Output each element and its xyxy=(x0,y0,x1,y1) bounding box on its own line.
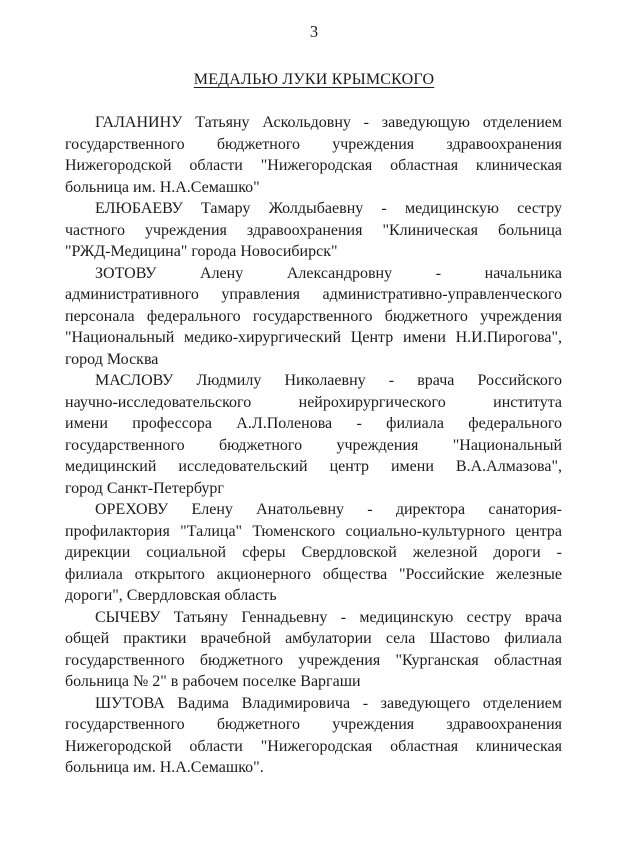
section-heading-text: МЕДАЛЬЮ ЛУКИ КРЫМСКОГО xyxy=(193,71,435,88)
award-paragraph xyxy=(65,499,562,607)
text-line: дирекции социальной сферы Свердловской железной дороги - xyxy=(65,544,562,561)
text-line: медицинский исследовательский центр имени В.А.Алмазова", xyxy=(65,458,562,475)
text-line: персонала федерального государственного бюджетного учреждения xyxy=(65,307,562,325)
text-line: государственного бюджетного учреждения "Курганская областная xyxy=(65,651,562,669)
text-line: город Санкт-Петербург xyxy=(65,479,224,497)
text-line: "Национальный медико-хирургический Центр имени Н.И.Пирогова", xyxy=(65,329,562,346)
text-line: больница им. Н.А.Семашко" xyxy=(65,178,260,196)
page-number: 3 xyxy=(309,22,319,41)
text-line: профилактория "Талица" Тюменского социально-культурного центра xyxy=(65,522,562,540)
text-line: "РЖД-Медицина" города Новосибирск" xyxy=(65,243,338,260)
text-line: ОРЕХОВУ Елену Анатольевну - директора санатория- xyxy=(95,501,562,518)
award-paragraph xyxy=(65,370,562,499)
text-line: дороги", Свердловская область xyxy=(65,587,277,604)
text-line: государственного бюджетного учреждения здравоохранения xyxy=(65,135,562,153)
text-line: ЕЛЮБАЕВУ Тамару Жолдыбаевну - медицинскую сестру xyxy=(95,200,562,217)
text-line: административного управления административно-управленческого xyxy=(65,286,562,303)
text-line: ШУТОВА Вадима Владимировича - заведующего отделением xyxy=(95,694,562,712)
text-line: город Москва xyxy=(65,350,159,368)
award-paragraph xyxy=(65,693,562,779)
text-line: ЗОТОВУ Алену Александровну - начальника xyxy=(95,264,562,282)
text-line: филиала открытого акционерного общества "Российские железные xyxy=(65,565,562,583)
text-line: Нижегородской области "Нижегородская областная клиническая xyxy=(65,737,562,755)
text-line: научно-исследовательского нейрохирургического института xyxy=(65,393,562,411)
text-line: больница № 2" в рабочем поселке Варгаши xyxy=(65,673,361,690)
award-paragraph xyxy=(65,607,562,693)
text-line: имени профессора А.Л.Поленова - филиала федерального xyxy=(65,415,562,432)
text-line: МАСЛОВУ Людмилу Николаевну - врача Российского xyxy=(95,372,562,389)
text-line: СЫЧЕВУ Татьяну Геннадьевну - медицинскую сестру врача xyxy=(95,608,562,626)
text-line: государственного бюджетного учреждения "Национальный xyxy=(65,436,562,454)
section-heading xyxy=(0,69,628,90)
text-line: общей практики врачебной амбулатории села Шастово филиала xyxy=(65,630,562,647)
text-line: ГАЛАНИНУ Татьяну Аскольдовну - заведующую отделением xyxy=(95,114,562,131)
document-body xyxy=(65,112,562,779)
text-line: Нижегородской области "Нижегородская областная клиническая xyxy=(65,157,562,174)
award-paragraph xyxy=(65,263,562,371)
award-paragraph xyxy=(65,198,562,263)
text-line: государственного бюджетного учреждения здравоохранения xyxy=(65,716,562,733)
award-paragraph xyxy=(65,112,562,198)
text-line: больница им. Н.А.Семашко". xyxy=(65,759,264,776)
text-line: частного учреждения здравоохранения "Клиническая больница xyxy=(65,221,562,239)
